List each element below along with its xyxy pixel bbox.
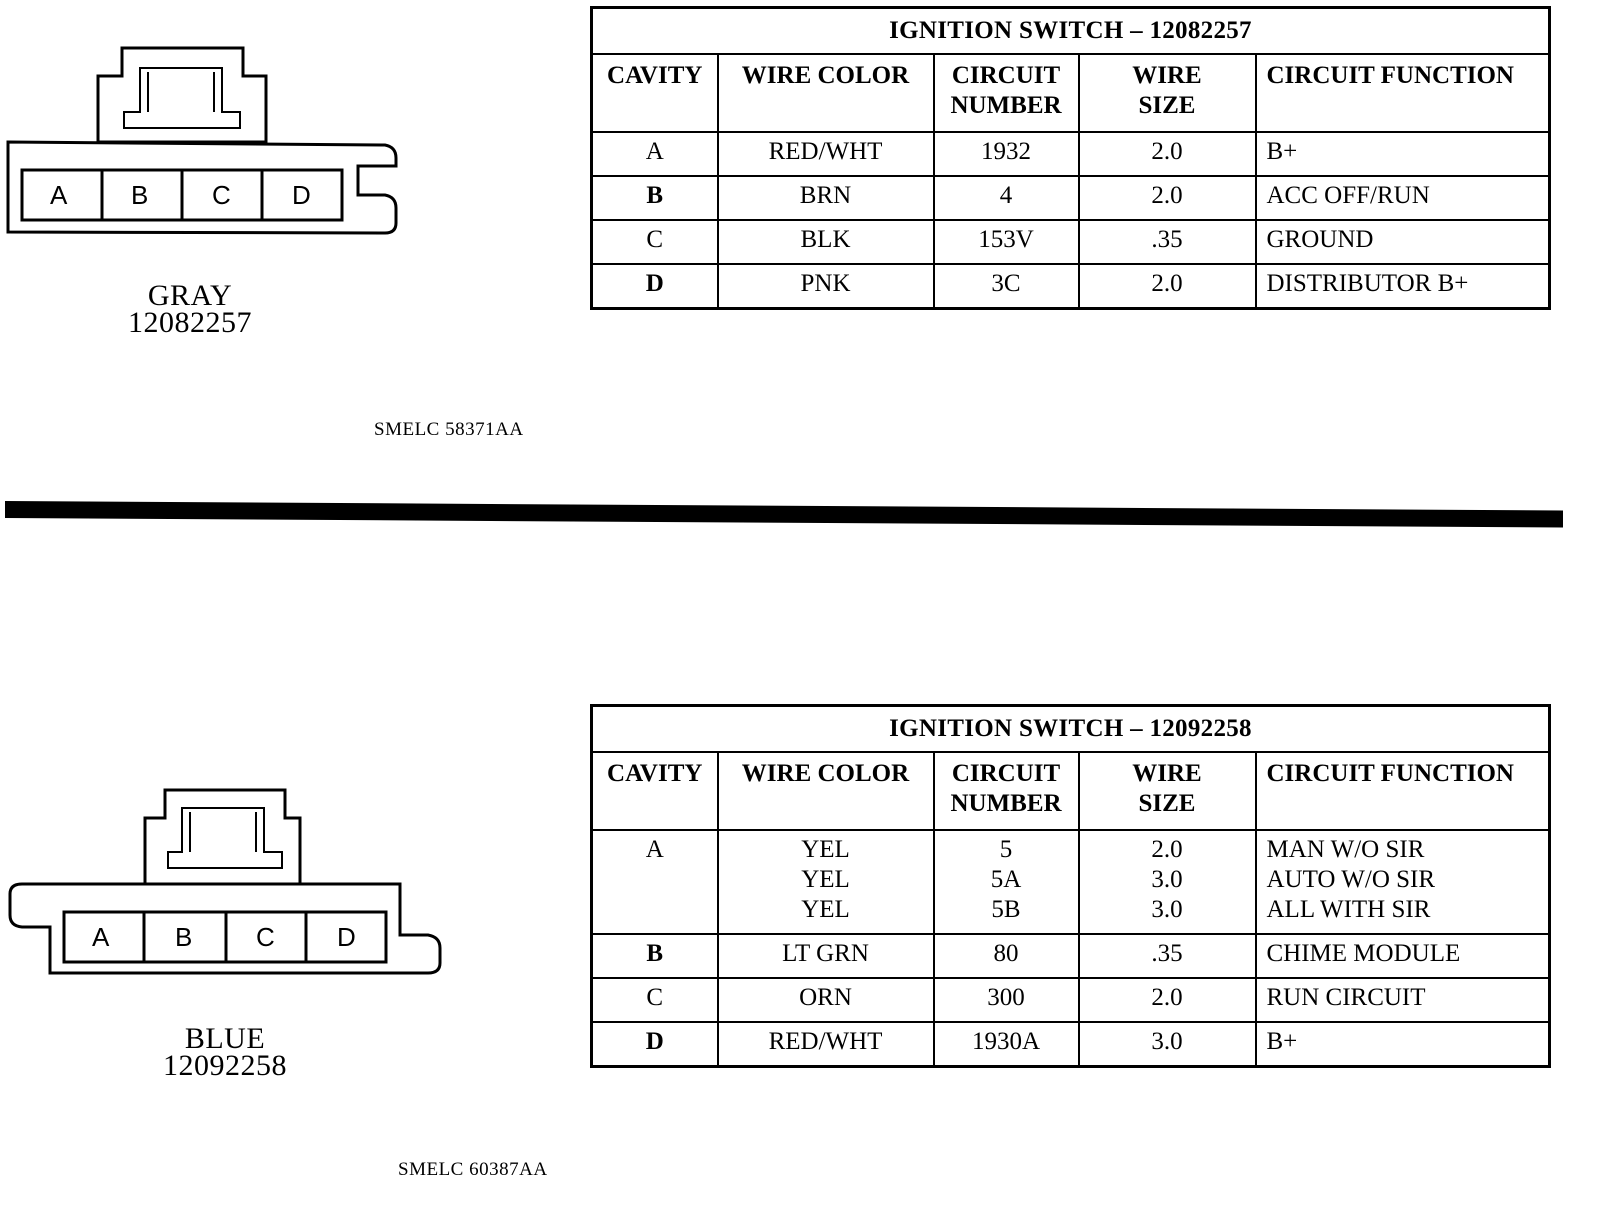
blue-table-row: [592, 830, 1550, 934]
blue-cell-wire-size-line: 3.0: [1151, 1028, 1183, 1055]
gray-connector-label: [90, 279, 290, 339]
blue-header-circuit-number: [934, 752, 1079, 830]
gray-table-title: IGNITION SWITCH – 12082257: [592, 8, 1550, 55]
blue-cell-wire-color: [718, 830, 934, 934]
blue-cell-circuit-number-line: 5B: [991, 896, 1021, 923]
gray-cell-wire-size-line: 2.0: [1151, 138, 1183, 165]
gray-cell-wire-size: [1079, 220, 1256, 264]
gray-cell-wire-color: [718, 220, 934, 264]
gray-cell-wire-size: [1079, 132, 1256, 176]
gray-cell-cavity: B: [592, 176, 718, 220]
gray-pin-d-label: D: [292, 180, 311, 210]
gray-cell-wire-size-line: .35: [1151, 226, 1183, 253]
blue-cell-circuit-number-line: 1930A: [971, 1028, 1041, 1055]
gray-cell-circuit-number: [934, 264, 1079, 308]
blue-cell-circuit-function: [1256, 978, 1550, 1022]
gray-cell-wire-size: [1079, 176, 1256, 220]
gray-cell-circuit-function-line: GROUND: [1266, 226, 1374, 253]
gray-header-wire-size-line1: WIRE: [1132, 62, 1202, 89]
gray-header-circuit-number: [934, 54, 1079, 132]
gray-header-wire-size: [1079, 54, 1256, 132]
blue-table-row: [592, 1022, 1550, 1066]
blue-cell-circuit-function: [1256, 1022, 1550, 1066]
blue-cell-circuit-function-line: MAN W/O SIR: [1266, 836, 1425, 863]
blue-cell-circuit-function-line: RUN CIRCUIT: [1266, 984, 1426, 1011]
gray-cell-circuit-function-line: DISTRIBUTOR B+: [1266, 270, 1469, 297]
blue-header-circuit-function: CIRCUIT FUNCTION: [1256, 752, 1550, 830]
gray-pin-b-label: B: [131, 180, 149, 210]
gray-header-circuit-function: CIRCUIT FUNCTION: [1256, 54, 1550, 132]
gray-cell-wire-size: [1079, 264, 1256, 308]
blue-table-title: IGNITION SWITCH – 12092258: [592, 706, 1550, 753]
blue-table-body: [592, 830, 1550, 1066]
gray-cell-circuit-number: [934, 176, 1079, 220]
gray-connector-color: GRAY: [147, 279, 233, 312]
gray-table-row: [592, 132, 1550, 176]
blue-pin-c-label: C: [256, 922, 275, 952]
blue-cell-circuit-function-line: CHIME MODULE: [1266, 940, 1461, 967]
blue-pin-a-label: A: [92, 922, 110, 952]
blue-cell-circuit-number: [934, 934, 1079, 978]
blue-cell-wire-size: [1079, 1022, 1256, 1066]
gray-cell-wire-size-line: 2.0: [1151, 182, 1183, 209]
blue-cell-wire-color-line: RED/WHT: [768, 1028, 883, 1055]
blue-table-row: [592, 978, 1550, 1022]
blue-cell-circuit-number-line: 80: [993, 940, 1019, 967]
gray-cell-wire-size-line: 2.0: [1151, 270, 1183, 297]
blue-cell-wire-color: [718, 1022, 934, 1066]
gray-ref-code: SMELC 58371AA: [374, 419, 524, 440]
gray-cell-wire-color-line: BLK: [800, 226, 851, 253]
blue-cell-wire-size: [1079, 978, 1256, 1022]
gray-header-circuit-number-line1: CIRCUIT: [951, 62, 1061, 89]
gray-table-row: [592, 264, 1550, 308]
gray-cell-cavity: C: [592, 220, 718, 264]
blue-cell-circuit-number: [934, 830, 1079, 934]
gray-cell-wire-color-line: BRN: [799, 182, 852, 209]
gray-cell-wire-color: [718, 132, 934, 176]
gray-cell-circuit-number-line: 153V: [978, 226, 1034, 253]
gray-connector-diagram: [0, 0, 420, 250]
blue-pinout-table: [590, 704, 1551, 1068]
gray-cell-wire-color: [718, 176, 934, 220]
blue-cell-circuit-number-line: 300: [987, 984, 1025, 1011]
blue-connector-label: [125, 1022, 325, 1082]
blue-cell-wire-color: [718, 934, 934, 978]
blue-cell-circuit-function-line: ALL WITH SIR: [1266, 896, 1431, 923]
blue-cell-wire-size-line: 2.0: [1151, 984, 1183, 1011]
gray-table-row: [592, 176, 1550, 220]
gray-cell-wire-color: [718, 264, 934, 308]
gray-cell-circuit-number-line: 3C: [991, 270, 1021, 297]
blue-header-wire-size-line2: SIZE: [1138, 790, 1196, 817]
gray-cell-circuit-function: [1256, 132, 1550, 176]
gray-cell-circuit-number: [934, 132, 1079, 176]
blue-cell-wire-color: [718, 978, 934, 1022]
gray-pin-c-label: C: [212, 180, 231, 210]
blue-cell-circuit-function: [1256, 934, 1550, 978]
blue-cell-cavity: D: [592, 1022, 718, 1066]
gray-cell-wire-color-line: PNK: [800, 270, 851, 297]
gray-header-wire-size-line2: SIZE: [1138, 92, 1196, 119]
gray-cell-circuit-number-line: 4: [999, 182, 1013, 209]
gray-cell-circuit-function: [1256, 176, 1550, 220]
blue-ref-code: SMELC 60387AA: [398, 1159, 548, 1180]
gray-header-circuit-number-line2: NUMBER: [950, 92, 1062, 119]
blue-cell-circuit-number-line: 5A: [990, 866, 1022, 893]
blue-cell-wire-size: [1079, 830, 1256, 934]
blue-cell-circuit-number-line: 5: [999, 836, 1013, 863]
gray-cell-circuit-number: [934, 220, 1079, 264]
gray-cell-circuit-number-line: 1932: [981, 138, 1031, 165]
gray-cell-cavity: D: [592, 264, 718, 308]
blue-cell-wire-color-line: YEL: [801, 836, 850, 863]
blue-cell-wire-size-line: 3.0: [1151, 866, 1183, 893]
blue-header-wire-color: WIRE COLOR: [718, 752, 934, 830]
blue-pin-d-label: D: [337, 922, 356, 952]
blue-cell-wire-color-line: LT GRN: [782, 940, 869, 967]
blue-cell-cavity: B: [592, 934, 718, 978]
blue-cell-wire-color-line: ORN: [799, 984, 852, 1011]
blue-cell-wire-size-line: 3.0: [1151, 896, 1183, 923]
blue-cell-circuit-function: [1256, 830, 1550, 934]
blue-table-row: [592, 934, 1550, 978]
gray-cell-circuit-function-line: ACC OFF/RUN: [1266, 182, 1430, 209]
blue-cell-cavity: C: [592, 978, 718, 1022]
blue-cell-wire-size: [1079, 934, 1256, 978]
section-divider: [5, 501, 1563, 528]
gray-table-header-row: [592, 54, 1550, 132]
gray-cell-circuit-function-line: B+: [1266, 138, 1298, 165]
gray-pin-a-label: A: [50, 180, 68, 210]
blue-cell-wire-size-line: .35: [1151, 940, 1183, 967]
gray-cell-cavity: A: [592, 132, 718, 176]
gray-pinout-table: [590, 6, 1551, 310]
blue-cell-circuit-number: [934, 1022, 1079, 1066]
gray-cell-circuit-function: [1256, 220, 1550, 264]
gray-connector-part-number: 12082257: [128, 306, 252, 339]
blue-header-cavity: CAVITY: [592, 752, 718, 830]
blue-cell-wire-size-line: 2.0: [1151, 836, 1183, 863]
gray-header-cavity: CAVITY: [592, 54, 718, 132]
blue-cell-circuit-number: [934, 978, 1079, 1022]
gray-cell-circuit-function: [1256, 264, 1550, 308]
blue-cell-wire-color-line: YEL: [801, 866, 850, 893]
blue-cell-circuit-function-line: AUTO W/O SIR: [1266, 866, 1436, 893]
blue-connector-color: BLUE: [184, 1022, 266, 1055]
blue-cell-cavity: A: [592, 830, 718, 934]
gray-table-body: [592, 132, 1550, 308]
blue-connector-part-number: 12092258: [163, 1049, 287, 1082]
gray-table-row: [592, 220, 1550, 264]
blue-header-circuit-number-line2: NUMBER: [950, 790, 1062, 817]
gray-cell-wire-color-line: RED/WHT: [768, 138, 883, 165]
blue-cell-wire-color-line: YEL: [801, 896, 850, 923]
blue-cell-circuit-function-line: B+: [1266, 1028, 1298, 1055]
blue-pin-b-label: B: [175, 922, 193, 952]
blue-table-header-row: [592, 752, 1550, 830]
gray-header-wire-color: WIRE COLOR: [718, 54, 934, 132]
blue-header-circuit-number-line1: CIRCUIT: [951, 760, 1061, 787]
blue-header-wire-size: [1079, 752, 1256, 830]
blue-connector-diagram: [0, 780, 460, 980]
blue-header-wire-size-line1: WIRE: [1132, 760, 1202, 787]
